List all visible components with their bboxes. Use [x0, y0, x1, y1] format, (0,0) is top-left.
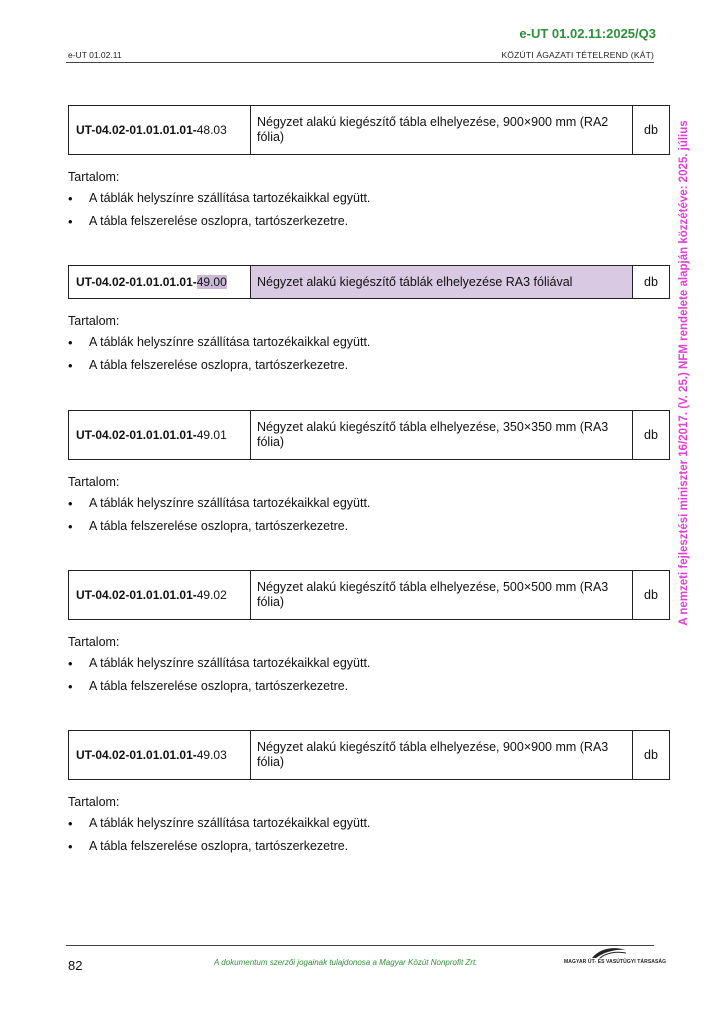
company-logo: [564, 946, 667, 970]
item-table: [68, 730, 670, 780]
item-block-highlighted: [68, 265, 670, 377]
item-code-cell[interactable]: [69, 106, 251, 154]
item-description[interactable]: Négyzet alakú kiegészítő tábla elhelyezése, 900×900 mm (RA2 fólia): [251, 106, 633, 154]
content-label: Tartalom:: [68, 314, 120, 328]
side-publication-note: A nemzeti fejlesztési miniszter 16/2017. (V. 25.) NFM rendelete alapján közzétéve: 2025. július: [678, 120, 690, 626]
content-bullet: • A táblák helyszínre szállítása tartozékaikkal együtt.: [68, 812, 670, 835]
content-bullet: • A táblák helyszínre szállítása tartozékaikkal együtt.: [68, 652, 670, 675]
item-unit: db: [644, 275, 658, 289]
item-code-prefix: UT-04.02-01.01.01.01-: [76, 275, 197, 289]
item-code-suffix: 48.03: [196, 123, 227, 137]
item-unit: db: [644, 428, 658, 442]
content-list: [68, 492, 670, 538]
content-bullet: • A táblák helyszínre szállítása tartozékaikkal együtt.: [68, 187, 670, 210]
item-description[interactable]: Négyzet alakú kiegészítő tábla elhelyezése, 900×900 mm (RA3 fólia): [251, 731, 633, 779]
item-block: [68, 730, 670, 858]
item-table: [68, 265, 670, 299]
document-id: e-UT 01.02.11:2025/Q3: [519, 26, 656, 41]
content-bullet: • A tábla felszerelése oszlopra, tartószerkezetre.: [68, 354, 670, 377]
item-table: [68, 410, 670, 460]
item-block: [68, 105, 670, 233]
item-code-prefix: UT-04.02-01.01.01.01-: [76, 748, 197, 762]
content-bullet: • A táblák helyszínre szállítása tartozékaikkal együtt.: [68, 331, 670, 354]
item-block: [68, 410, 670, 538]
logo-text: MAGYAR ÚT- ÉS VASÚTÜGYI TÁRSASÁG: [564, 959, 667, 965]
item-block: [68, 570, 670, 698]
header-divider: [66, 62, 654, 63]
content-bullet: • A tábla felszerelése oszlopra, tartószerkezetre.: [68, 835, 670, 858]
item-code-prefix: UT-04.02-01.01.01.01-: [76, 428, 197, 442]
item-code-suffix-selected: 49.00: [196, 275, 227, 289]
header-left-label: e-UT 01.02.11: [68, 50, 122, 60]
item-description[interactable]: Négyzet alakú kiegészítő táblák elhelyezése RA3 fóliával: [251, 266, 633, 298]
item-unit: db: [644, 588, 658, 602]
item-code-cell[interactable]: [69, 571, 251, 619]
logo-swoosh-icon: [590, 946, 628, 960]
item-description[interactable]: Négyzet alakú kiegészítő tábla elhelyezése, 350×350 mm (RA3 fólia): [251, 411, 633, 459]
item-code-prefix: UT-04.02-01.01.01.01-: [76, 123, 197, 137]
content-list: [68, 187, 670, 233]
item-code-suffix: 49.02: [196, 588, 227, 602]
content-section: [68, 311, 670, 377]
item-code-suffix: 49.01: [196, 428, 227, 442]
item-table: [68, 570, 670, 620]
item-code-cell[interactable]: [69, 411, 251, 459]
item-description[interactable]: Négyzet alakú kiegészítő tábla elhelyezése, 500×500 mm (RA3 fólia): [251, 571, 633, 619]
item-code-cell[interactable]: [69, 731, 251, 779]
content-bullet: • A tábla felszerelése oszlopra, tartószerkezetre.: [68, 675, 670, 698]
content-section: [68, 792, 670, 858]
content-label: Tartalom:: [68, 170, 120, 184]
copyright-notice: A dokumentum szerzői jogainak tulajdonosa a Magyar Közút Nonprofit Zrt.: [214, 958, 478, 967]
content-list: [68, 652, 670, 698]
content-section: [68, 167, 670, 233]
content-label: Tartalom:: [68, 635, 120, 649]
content-list: [68, 812, 670, 858]
content-bullet: • A tábla felszerelése oszlopra, tartószerkezetre.: [68, 515, 670, 538]
content-section: [68, 632, 670, 698]
item-table: [68, 105, 670, 155]
content-label: Tartalom:: [68, 475, 120, 489]
item-code-prefix: UT-04.02-01.01.01.01-: [76, 588, 197, 602]
content-bullet: • A táblák helyszínre szállítása tartozékaikkal együtt.: [68, 492, 670, 515]
content-section: [68, 472, 670, 538]
item-code-cell[interactable]: [69, 266, 251, 298]
item-code-suffix: 49.03: [196, 748, 227, 762]
content-list: [68, 331, 670, 377]
content-label: Tartalom:: [68, 795, 120, 809]
page-number: 82: [68, 958, 83, 973]
item-unit: db: [644, 748, 658, 762]
header-right-label: KÖZÚTI ÁGAZATI TÉTELREND (KÁT): [501, 50, 654, 60]
item-unit: db: [644, 123, 658, 137]
content-bullet: • A tábla felszerelése oszlopra, tartószerkezetre.: [68, 210, 670, 233]
